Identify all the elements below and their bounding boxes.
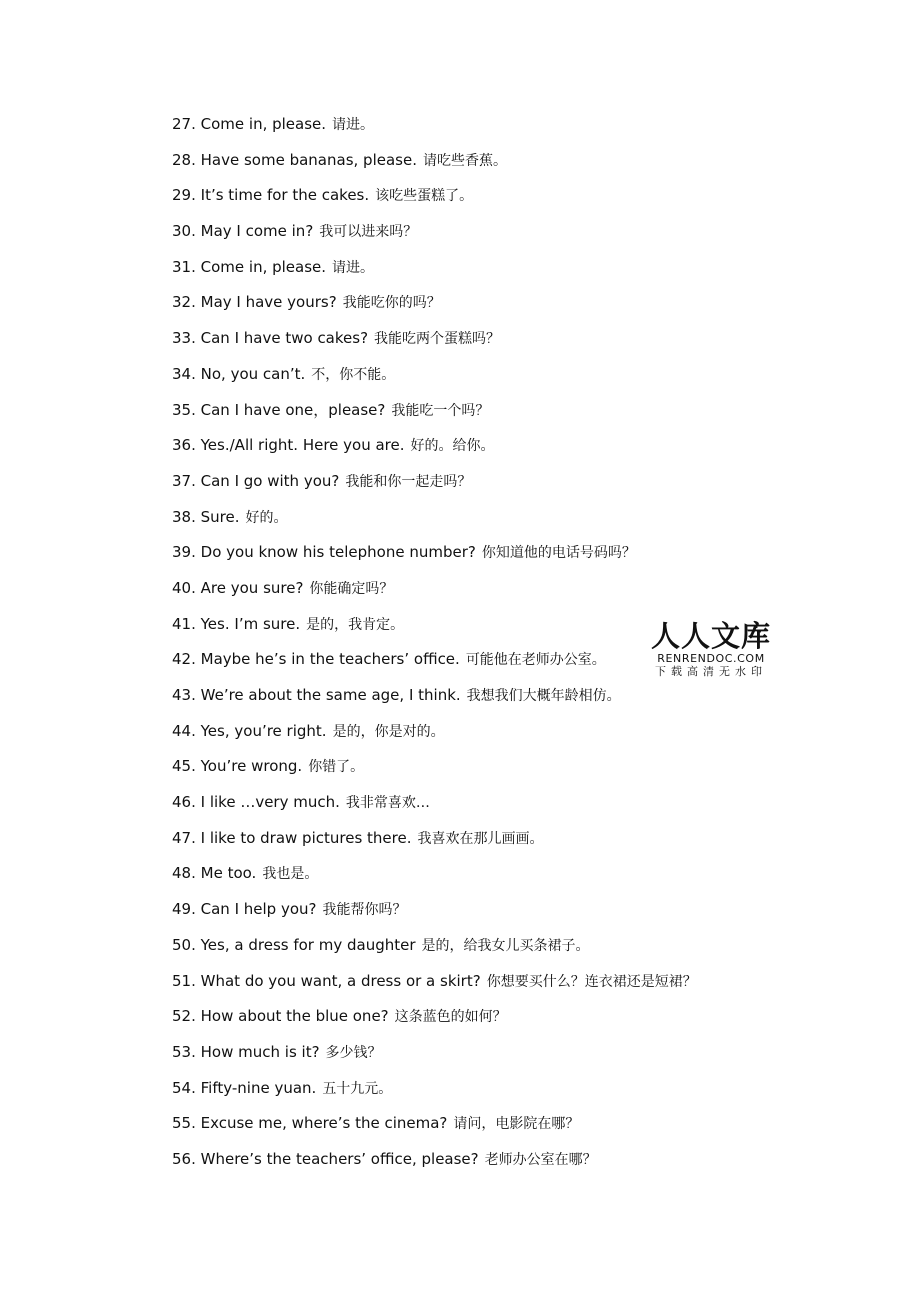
phrase-english: Come in, please. (200, 257, 327, 276)
phrase-chinese: 我能吃你的吗？ (342, 295, 441, 312)
phrase-chinese: 请吃些香蕉。 (422, 152, 507, 169)
phrase-number: 31. (172, 257, 196, 276)
phrase-chinese: 我非常喜欢… (345, 795, 430, 812)
phrase-line (172, 219, 812, 255)
phrase-line (172, 969, 812, 1005)
phrase-line (172, 683, 812, 719)
phrase-line (172, 505, 812, 541)
phrase-line (172, 1147, 812, 1183)
phrase-english: We’re about the same age, I think. (200, 686, 461, 704)
phrase-english: Me too. (200, 864, 257, 883)
phrase-number: 37. (172, 471, 196, 490)
phrase-number: 41. (172, 614, 196, 633)
phrase-line (172, 933, 812, 969)
phrase-line (172, 398, 812, 434)
phrase-english: May I come in? (200, 222, 314, 241)
phrase-chinese: 多少钱？ (325, 1044, 382, 1061)
phrase-english: How much is it? (200, 1042, 320, 1061)
phrase-number: 32. (172, 293, 196, 312)
phrase-line (172, 719, 812, 755)
watermark-logo (646, 620, 776, 678)
phrase-line (172, 897, 812, 933)
phrase-number: 50. (172, 935, 196, 954)
phrase-number: 30. (172, 222, 196, 241)
watermark-domain: RENRENDOC.COM (657, 652, 765, 665)
phrase-english: Yes./All right. Here you are. (200, 436, 405, 455)
phrase-chinese: 你能确定吗？ (309, 580, 394, 597)
phrase-english: Can I have one，please? (200, 400, 386, 419)
phrase-english: No, you can’t. (200, 364, 306, 383)
phrase-number: 40. (172, 578, 196, 597)
phrase-line (172, 326, 812, 362)
phrase-line (172, 861, 812, 897)
phrase-number: 33. (172, 329, 196, 348)
phrase-chinese: 我可以进来吗？ (319, 224, 418, 241)
phrase-english: It’s time for the cakes. (200, 186, 370, 205)
phrase-english: Are you sure? (200, 578, 304, 597)
phrase-english: Have some bananas, please. (200, 150, 417, 169)
phrase-line (172, 255, 812, 291)
phrase-number: 27. (172, 115, 196, 133)
phrase-line (172, 290, 812, 326)
phrase-english: Yes, you’re right. (200, 721, 327, 740)
phrase-number: 54. (172, 1078, 196, 1097)
phrase-line (172, 362, 812, 398)
phrase-number: 34. (172, 364, 196, 383)
phrase-chinese: 你错了。 (308, 759, 365, 776)
phrase-number: 45. (172, 757, 196, 776)
phrase-chinese: 好的。 (245, 509, 288, 526)
phrase-english: Can I go with you? (200, 471, 340, 490)
phrase-chinese: 我能和你一起走吗？ (345, 473, 472, 490)
phrase-chinese: 这条蓝色的如何？ (394, 1009, 507, 1026)
phrase-number: 35. (172, 400, 196, 419)
phrase-english: You’re wrong. (200, 757, 303, 776)
phrase-chinese: 是的，我肯定。 (306, 616, 405, 633)
phrase-line (172, 826, 812, 862)
phrase-number: 28. (172, 150, 196, 169)
phrase-line (172, 112, 812, 148)
phrase-english: I like to draw pictures there. (200, 828, 412, 847)
phrase-chinese: 我也是。 (262, 866, 319, 883)
phrase-chinese: 请问，电影院在哪？ (453, 1116, 580, 1133)
watermark-title: 人人文库 (650, 619, 771, 653)
phrase-english: Yes. I’m sure. (200, 614, 301, 633)
phrase-english: May I have yours? (200, 293, 337, 312)
phrase-number: 43. (172, 686, 196, 704)
phrase-number: 53. (172, 1042, 196, 1061)
phrase-english: Can I help you? (200, 900, 317, 919)
phrase-number: 44. (172, 721, 196, 740)
phrase-line (172, 1004, 812, 1040)
phrase-chinese: 老师办公室在哪？ (484, 1151, 597, 1168)
phrase-chinese: 请进。 (332, 117, 375, 133)
phrase-number: 38. (172, 507, 196, 526)
phrase-number: 49. (172, 900, 196, 919)
phrase-line (172, 183, 812, 219)
phrase-number: 36. (172, 436, 196, 455)
phrase-line (172, 790, 812, 826)
phrase-chinese: 请进。 (332, 259, 375, 276)
phrase-chinese: 可能他在老师办公室。 (465, 652, 606, 669)
phrase-english: Can I have two cakes? (200, 329, 369, 348)
phrase-line (172, 469, 812, 505)
phrase-line (172, 1076, 812, 1112)
phrase-number: 39. (172, 543, 196, 562)
phrase-line (172, 148, 812, 184)
phrase-chinese: 该吃些蛋糕了。 (375, 188, 474, 205)
phrase-line (172, 540, 812, 576)
phrase-chinese: 我想我们大概年龄相仿。 (466, 688, 621, 704)
phrase-number: 51. (172, 971, 196, 990)
phrase-english: Fifty-nine yuan. (200, 1078, 317, 1097)
phrase-number: 42. (172, 650, 196, 669)
phrase-english: How about the blue one? (200, 1007, 389, 1026)
phrase-chinese: 我能吃两个蛋糕吗？ (374, 331, 501, 348)
phrase-number: 56. (172, 1149, 196, 1168)
phrase-english: Come in, please. (200, 115, 327, 133)
watermark-slogan: 下载高清无水印 (655, 665, 767, 678)
phrase-english: Yes, a dress for my daughter (200, 935, 416, 954)
phrase-number: 55. (172, 1114, 196, 1133)
phrase-chinese: 你知道他的电话号码吗？ (481, 545, 636, 562)
phrase-line (172, 754, 812, 790)
phrase-chinese: 好的。给你。 (410, 438, 495, 455)
phrase-number: 48. (172, 864, 196, 883)
phrase-english: I like …very much. (200, 793, 340, 812)
phrase-chinese: 我喜欢在那儿画画。 (417, 830, 544, 847)
phrase-english: Maybe he’s in the teachers’ office. (200, 650, 460, 669)
phrase-line (172, 576, 812, 612)
phrase-english: Sure. (200, 507, 240, 526)
phrase-chinese: 五十九元。 (322, 1080, 393, 1097)
phrase-number: 29. (172, 186, 196, 205)
phrase-number: 52. (172, 1007, 196, 1026)
phrase-english: Do you know his telephone number? (200, 543, 476, 562)
phrase-chinese: 不，你不能。 (311, 366, 396, 383)
phrase-chinese: 你想要买什么？连衣裙还是短裙？ (486, 973, 697, 990)
phrase-chinese: 是的，给我女儿买条裙子。 (421, 937, 590, 954)
phrase-english: Excuse me, where’s the cinema? (200, 1114, 448, 1133)
phrase-chinese: 是的，你是对的。 (332, 723, 445, 740)
phrase-chinese: 我能吃一个吗？ (391, 402, 490, 419)
phrase-english: What do you want, a dress or a skirt? (200, 971, 481, 990)
phrase-line (172, 433, 812, 469)
phrase-number: 47. (172, 828, 196, 847)
phrase-number: 46. (172, 793, 196, 812)
phrase-english: Where’s the teachers’ office, please? (200, 1149, 479, 1168)
phrase-line (172, 1111, 812, 1147)
phrase-chinese: 我能帮你吗？ (322, 902, 407, 919)
phrase-line (172, 1040, 812, 1076)
